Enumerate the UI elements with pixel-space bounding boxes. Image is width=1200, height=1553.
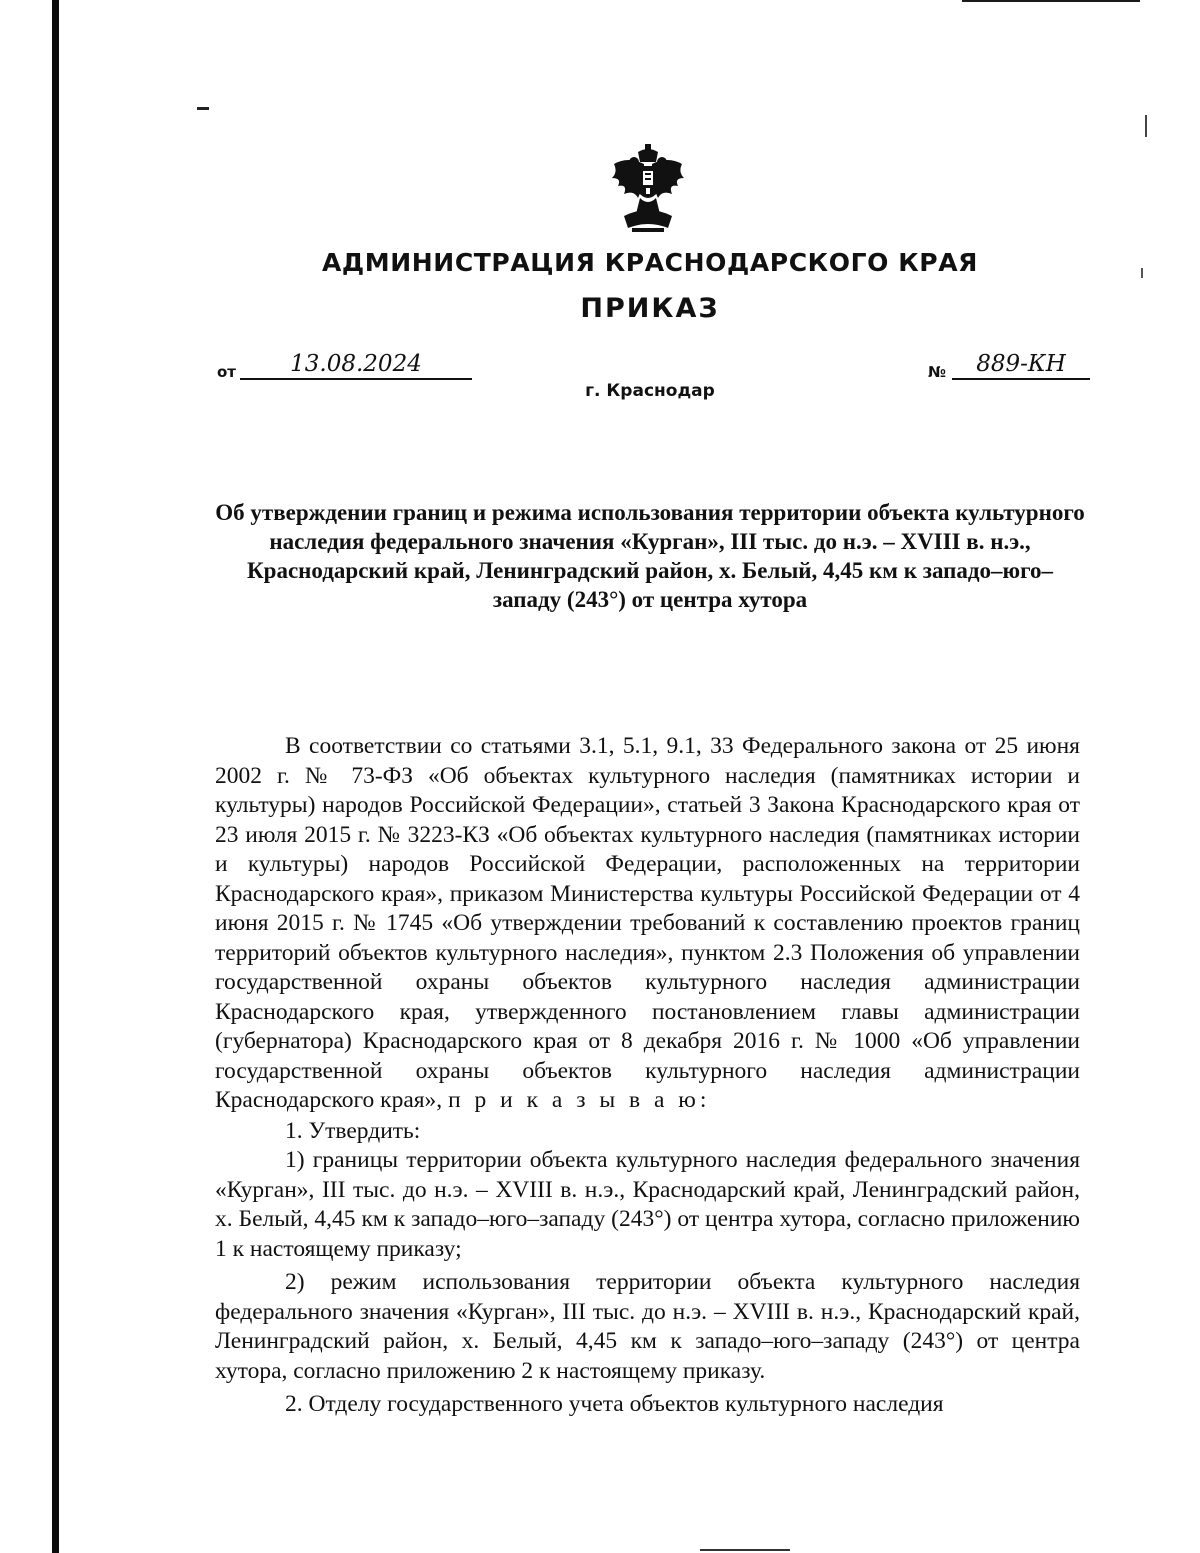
list-item: 2. Отделу государственного учета объектов культурного наследия: [285, 1391, 944, 1417]
list-item: 1. Утвердить:: [285, 1117, 421, 1144]
scan-artifact-tick: [1141, 268, 1143, 278]
preamble-text: В соответствии со статьями 3.1, 5.1, 9.1, 33 Федерального закона от 25 июня 2002 г. № 73-ФЗ «Об объектах культурного наследия (памятниках истории и культуры) народов Российской Федерации», статьей 3 Закона Краснодарского края от 23 июля 2015 г. № 3223-КЗ «Об объектах культурного наследия (памятниках истории и культуры) народов Российской Федерации, расположенных на территории Краснодарского края», приказом Министерства культуры Российской Федерации от 4 июня 2015 г. № 1745 «Об утверждении требований к составлению проектов границ территорий объектов культурного наследия», пунктом 2.3 Положения об управлении государственной охраны объектов культурного наследия администрации Краснодарского края, утвержденного постановлением главы администрации (губернатора) Краснодарского края от 8 декабря 2016 г. № 1000 «Об управлении государственной охраны объектов культурного наследия администрации Краснодарского края»,: [215, 733, 1080, 1113]
date-label: от: [217, 363, 236, 381]
document-body: [215, 732, 1080, 1420]
order-word: п р и к а з ы в а ю:: [448, 1087, 711, 1113]
list-item: 2) режим использования территории объекта культурного наследия федерального значения «Курган», III тыс. до н.э. – XVIII в. н.э., Краснодарский край, Ленинградский район, х. Белый, 4,45 км к западо–юго–западу (243°) от центра хутора, согласно приложению 2 к настоящему приказу.: [215, 1269, 1080, 1384]
scan-artifact-mark: [197, 107, 209, 110]
number-label: №: [928, 363, 947, 381]
number-value: 889-КН: [952, 350, 1090, 380]
coat-of-arms-icon: [608, 142, 688, 234]
document-type: ПРИКАЗ: [580, 293, 720, 324]
list-item: 1) границы территории объекта культурного наследия федерального значения «Курган», III тыс. до н.э. – XVIII в. н.э., Краснодарский край, Ленинградский район, х. Белый, 4,45 км к западо–юго–западу (243°) от центра хутора, согласно приложению 1 к настоящему приказу;: [215, 1147, 1080, 1262]
scan-edge-border: [52, 0, 59, 1553]
date-value: 13.08.2024: [240, 350, 472, 380]
city-name: г. Краснодар: [585, 381, 715, 401]
document-heading: Об утверждении границ и режима использования территории объекта культурного наследия федерального значения «Курган», III тыс. до н.э. – XVIII в. н.э., Краснодарский край, Ленинградский район, х. Белый, 4,45 км к западо–юго–западу (243°) от центра хутора: [215, 500, 1085, 612]
organization-title: АДМИНИСТРАЦИЯ КРАСНОДАРСКОГО КРАЯ: [321, 248, 979, 277]
preamble-paragraph: [215, 732, 1080, 1116]
scan-artifact-line: [700, 1549, 790, 1551]
scan-artifact-tick: [1145, 115, 1147, 137]
scan-artifact-line: [962, 0, 1140, 2]
